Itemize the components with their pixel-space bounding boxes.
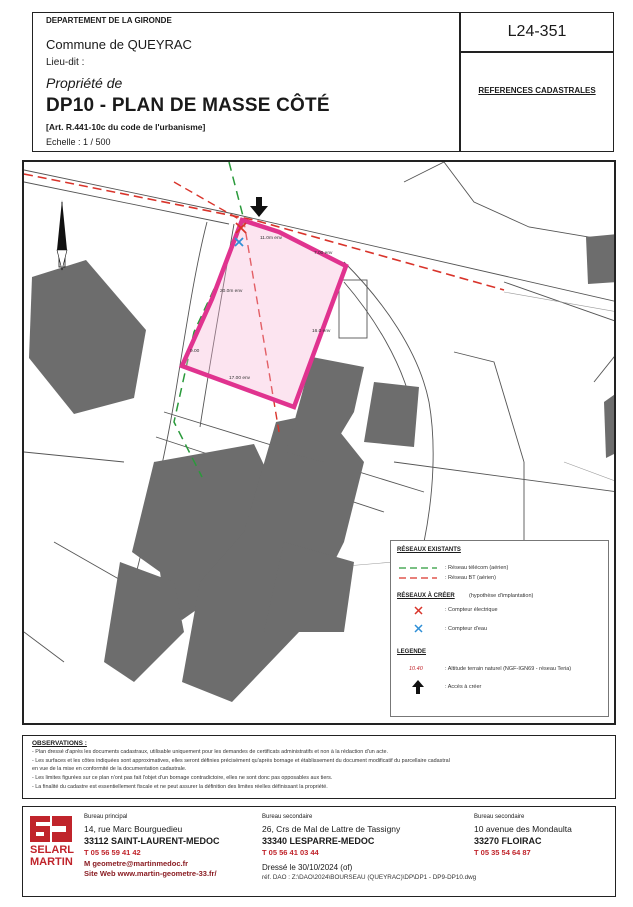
observation-line: en vue de la mise en conformité de la documentation cadastrale. [32,766,187,772]
secondary-office-1-street: 26, Crs de Mal de Lattre de Tassigny [262,824,401,834]
observation-line: - La finalité du cadastre est essentiellement fiscale et ne peut assurer la définition des limites réelles définissant la propriété. [32,784,328,790]
dao-reference: réf. DAO : Z:\DAO\2024\BOURSEAU (QUEYRAC)\DP\DP1 - DP9-DP10.dwg [262,874,477,881]
legend-create-note: (hypothèse d'implantation) [469,593,534,599]
dimension-label: 9.00 [190,349,200,354]
dossier-reference: L24-351 [507,23,567,40]
legend-telecom-label: : Réseau télécom (aérien) [445,565,509,571]
header-cadastral-block [460,52,614,152]
north-arrow-icon [57,200,67,270]
observation-line: - Les limites figurées sur ce plan n'ont pas fait l'objet d'un bornage contradictoire, elles ne sont donc pas opposables aux tiers. [32,775,333,781]
legend-altitude-sample: 10.40 [409,666,423,672]
secondary-office-2-phone: T 05 35 54 64 87 [474,848,531,857]
observation-line: - Les surfaces et les côtes indiquées sont approximatives, elles seront définies précisément qu'après bornage et établissement du document modificatif du parcellaire cadastral [32,758,450,764]
legend-bt-label: : Réseau BT (aérien) [445,575,496,581]
commune: Commune de QUEYRAC [46,37,192,52]
legend-existing-title: RÉSEAUX EXISTANTS [397,547,461,553]
secondary-office-2-city: 33270 FLOIRAC [474,836,542,846]
dimension-label: 7.00 env [314,251,333,256]
legend-create-title: RÉSEAUX À CRÉER [397,593,455,599]
legend-water-meter-label: : Compteur d'eau [445,626,488,632]
dimension-label: 11.0m env [260,236,283,241]
observations-title: OBSERVATIONS : [32,740,87,747]
logo-text-selarl: SELARL [30,844,74,856]
annex-outline [339,280,367,338]
legend-access-label: : Accès à créer [445,684,482,690]
secondary-office-1-phone: T 05 56 41 03 44 [262,848,319,857]
lieu-dit: Lieu-dit : [46,57,85,68]
propriete: Propriété de [46,75,123,91]
principal-office-street: 14, rue Marc Bourguedieu [84,824,183,834]
secondary-office-2-title: Bureau secondaire [474,814,525,820]
cadastral-references-label: REFERENCES CADASTRALES [478,86,596,95]
legend-title: LEGENDE [397,649,427,655]
principal-office-title: Bureau principal [84,814,128,820]
secondary-office-2-street: 10 avenue des Mondaulta [474,824,572,834]
secondary-office-1-title: Bureau secondaire [262,814,313,820]
legend-meter-symbols [413,605,425,635]
dimension-label: 20.0m env [220,289,243,294]
legend-line-samples [399,565,439,585]
principal-office-website[interactable]: Site Web www.martin-geometre-33.fr/ [84,869,217,878]
legend-altitude-label: : Altitude terrain naturel (NGF-IGN69 - réseau Teria) [445,666,572,672]
scale-label: Echelle : 1 / 500 [46,137,111,147]
page-title: DP10 - PLAN DE MASSE CÔTÉ [46,95,330,116]
observation-line: - Plan dressé d'après les documents cadastraux, utilisable uniquement pour les demandes de certificats administratifs et non à la rédaction d'un acte. [32,749,388,755]
legend-access-arrow-icon [411,679,425,695]
department: DEPARTEMENT DE LA GIRONDE [46,16,172,25]
drawing-date: Dressé le 30/10/2024 (of) [262,863,353,872]
logo-text-martin: MARTIN [30,856,73,868]
principal-office-city: 33112 SAINT-LAURENT-MEDOC [84,836,220,846]
dimension-label: 17.00 env [229,376,251,381]
access-arrow-icon [250,197,268,217]
dimension-label: 16.0 env [312,329,331,334]
principal-office-email[interactable]: M geometre@martinmedoc.fr [84,859,189,868]
secondary-office-1-city: 33340 LESPARRE-MEDOC [262,836,375,846]
legend-electric-meter-label: : Compteur électrique [445,607,498,613]
company-logo [30,816,74,842]
article-reference: [Art. R.441-10c du code de l'urbanisme] [46,122,206,132]
site-plan-map [22,160,616,725]
principal-office-phone: T 05 56 59 41 42 [84,848,141,857]
legend-box [390,540,609,717]
